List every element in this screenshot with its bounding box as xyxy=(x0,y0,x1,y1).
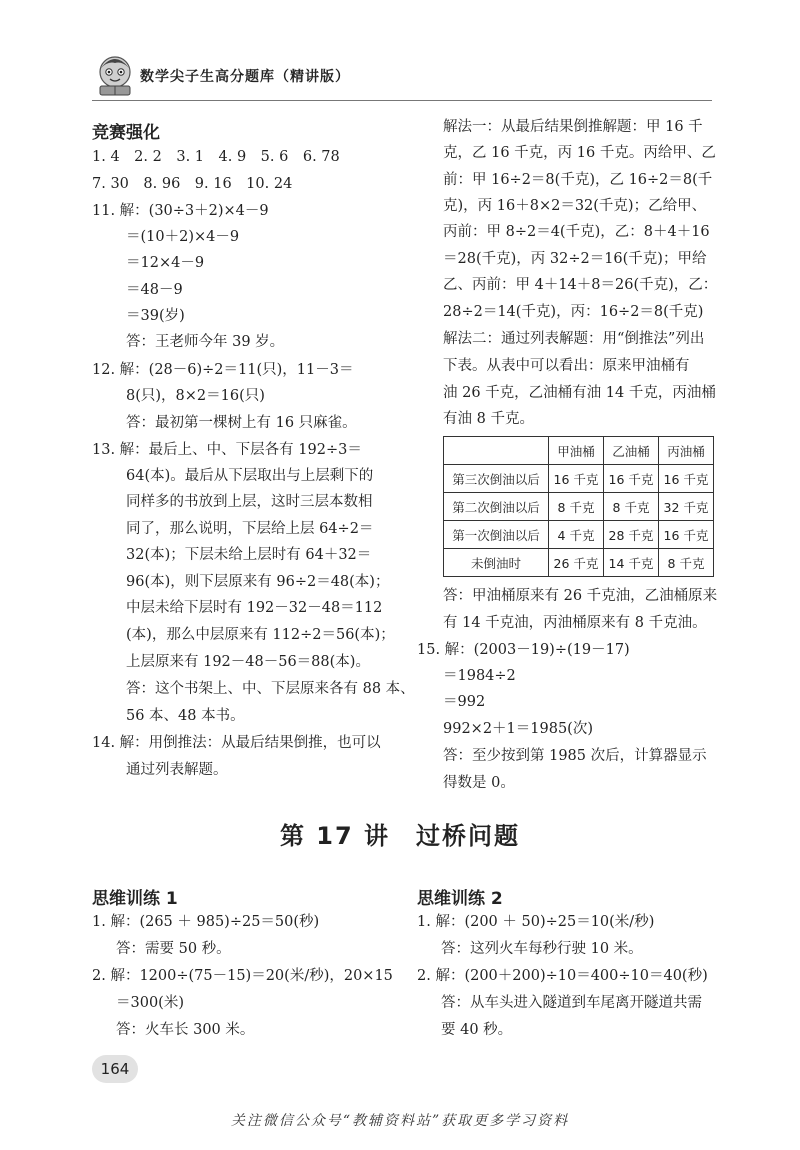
table-cell: 第三次倒油以后 xyxy=(444,465,549,493)
footer-note: 关注微信公众号“教辅资料站”获取更多学习资料 xyxy=(230,1113,570,1129)
table-cell: 8 千克 xyxy=(549,493,604,521)
table-cell: 16 千克 xyxy=(549,465,604,493)
answer-line: 前：甲 16÷2＝8(千克)，乙 16÷2＝8(千 xyxy=(443,172,713,188)
answer-line: 7. 30 8. 96 9. 16 10. 24 xyxy=(92,176,293,192)
answer-line: ＝1984÷2 xyxy=(443,668,516,684)
answer-line: ＝48－9 xyxy=(126,282,183,298)
answer-line: 同了，那么说明，下层给上层 64÷2＝ xyxy=(126,521,374,537)
answer-line: 28÷2＝14(千克)，丙：16÷2＝8(千克) xyxy=(443,304,704,320)
answer-line: 答：甲油桶原来有 26 千克油，乙油桶原来 xyxy=(443,588,718,604)
page-number-badge: 164 xyxy=(92,1055,138,1083)
answer-line: 有 14 千克油，丙油桶原来有 8 千克油。 xyxy=(443,615,707,631)
answer-line: 2. 解：1200÷(75－15)＝20(米/秒)，20×15 xyxy=(92,968,393,984)
section-heading-training-1: 思维训练 1 xyxy=(92,889,178,909)
header-divider xyxy=(92,100,712,101)
table-header-cell: 乙油桶 xyxy=(604,437,659,465)
answer-line: 8(只)，8×2＝16(只) xyxy=(126,388,265,404)
table-cell: 14 千克 xyxy=(604,549,659,577)
chapter-title: 第 17 讲 过桥问题 xyxy=(279,822,521,850)
answer-line: 96(本)，则下层原来有 96÷2＝48(本)； xyxy=(126,574,390,590)
answer-line: 答：最初第一棵树上有 16 只麻雀。 xyxy=(126,415,357,431)
table-cell: 4 千克 xyxy=(549,521,604,549)
answer-line: 上层原来有 192－48－56＝88(本)。 xyxy=(126,654,370,670)
answer-line: 答：至少按到第 1985 次后，计算器显示 xyxy=(443,748,707,764)
table-cell: 8 千克 xyxy=(604,493,659,521)
table-row xyxy=(444,521,714,549)
answer-line: 1. 4 2. 2 3. 1 4. 9 5. 6 6. 78 xyxy=(92,149,340,165)
answer-line: ＝39(岁) xyxy=(126,308,185,324)
answer-line: 答：这列火车每秒行驶 10 米。 xyxy=(441,941,643,957)
answer-line: 解法二：通过列表解题：用“倒推法”列出 xyxy=(443,331,705,347)
answer-line: 答：从车头进入隧道到车尾离开隧道共需 xyxy=(441,995,702,1011)
table-cell: 28 千克 xyxy=(604,521,659,549)
answer-line: ＝300(米) xyxy=(116,995,184,1011)
answer-line: 中层未给下层时有 192－32－48＝112 xyxy=(126,600,383,616)
answer-line: 992×2＋1＝1985(次) xyxy=(443,721,593,737)
table-cell: 16 千克 xyxy=(659,465,714,493)
answer-line: 丙前：甲 8÷2＝4(千克)，乙：8＋4＋16 xyxy=(443,224,710,240)
table-row xyxy=(444,549,714,577)
answer-line: 64(本)。最后从下层取出与上层剩下的 xyxy=(126,468,374,484)
table-cell: 第一次倒油以后 xyxy=(444,521,549,549)
table-cell: 26 千克 xyxy=(549,549,604,577)
answer-line: ＝992 xyxy=(443,694,486,710)
table-header-cell: 甲油桶 xyxy=(549,437,604,465)
answer-line: 克)，丙 16＋8×2＝32(千克)；乙给甲、 xyxy=(443,198,707,214)
answer-line: 13. 解：最后上、中、下层各有 192÷3＝ xyxy=(92,442,362,458)
answer-line: 答：火车长 300 米。 xyxy=(116,1022,255,1038)
answer-line: 乙、丙前：甲 4＋14＋8＝26(千克)，乙： xyxy=(443,277,718,293)
answer-line: 1. 解：(200 ＋ 50)÷25＝10(米/秒) xyxy=(417,914,655,930)
answer-line: ＝(10＋2)×4－9 xyxy=(126,229,240,245)
answer-line: 2. 解：(200＋200)÷10＝400÷10＝40(秒) xyxy=(417,968,708,984)
answer-line: 油 26 千克，乙油桶有油 14 千克，丙油桶 xyxy=(443,385,716,401)
table-row xyxy=(444,465,714,493)
table-header-cell: 丙油桶 xyxy=(659,437,714,465)
answer-line: 14. 解：用倒推法：从最后结果倒推，也可以 xyxy=(92,735,381,751)
answer-line: 答：王老师今年 39 岁。 xyxy=(126,334,285,350)
table-cell: 未倒油时 xyxy=(444,549,549,577)
mascot-logo-icon xyxy=(92,52,138,98)
answer-line: 答：这个书架上、中、下层原来各有 88 本、 xyxy=(126,681,415,697)
answer-line: 15. 解：(2003－19)÷(19－17) xyxy=(417,642,630,658)
answer-line: 32(本)；下层未给上层时有 64＋32＝ xyxy=(126,547,372,563)
answer-line: ＝28(千克)，丙 32÷2＝16(千克)；甲给 xyxy=(443,251,707,267)
answer-line: 有油 8 千克。 xyxy=(443,411,534,427)
answer-line: 同样多的书放到上层，这时三层本数相 xyxy=(126,494,373,510)
table-cell: 16 千克 xyxy=(659,521,714,549)
answer-line: ＝12×4－9 xyxy=(126,255,205,271)
answer-line: 56 本、48 本书。 xyxy=(126,708,245,724)
book-title: 数学尖子生高分题库（精讲版） xyxy=(140,69,350,85)
answer-line: 通过列表解题。 xyxy=(126,762,228,778)
answer-line: 克，乙 16 千克，丙 16 千克。丙给甲、乙 xyxy=(443,145,716,161)
table-cell: 32 千克 xyxy=(659,493,714,521)
table-cell: 16 千克 xyxy=(604,465,659,493)
answer-line: 解法一：从最后结果倒推解题：甲 16 千 xyxy=(443,119,703,135)
answer-line: (本)，那么中层原来有 112÷2＝56(本)； xyxy=(126,627,395,643)
answer-line: 答：需要 50 秒。 xyxy=(116,941,231,957)
answer-line: 要 40 秒。 xyxy=(441,1022,513,1038)
answer-line: 得数是 0。 xyxy=(443,775,515,791)
table-row xyxy=(444,493,714,521)
table-header-cell xyxy=(444,437,549,465)
answer-line: 12. 解：(28－6)÷2＝11(只)，11－3＝ xyxy=(92,362,354,378)
table-header-row xyxy=(444,437,714,465)
section-heading-training-2: 思维训练 2 xyxy=(417,889,503,909)
table-cell: 第二次倒油以后 xyxy=(444,493,549,521)
answer-line: 1. 解：(265 ＋ 985)÷25＝50(秒) xyxy=(92,914,320,930)
page-header xyxy=(92,52,352,102)
table-cell: 8 千克 xyxy=(659,549,714,577)
oil-barrel-table xyxy=(443,436,714,577)
answer-line: 下表。从表中可以看出：原来甲油桶有 xyxy=(443,358,690,374)
section-heading-competition: 竞赛强化 xyxy=(92,123,160,143)
answer-line: 11. 解：(30÷3＋2)×4－9 xyxy=(92,203,269,219)
